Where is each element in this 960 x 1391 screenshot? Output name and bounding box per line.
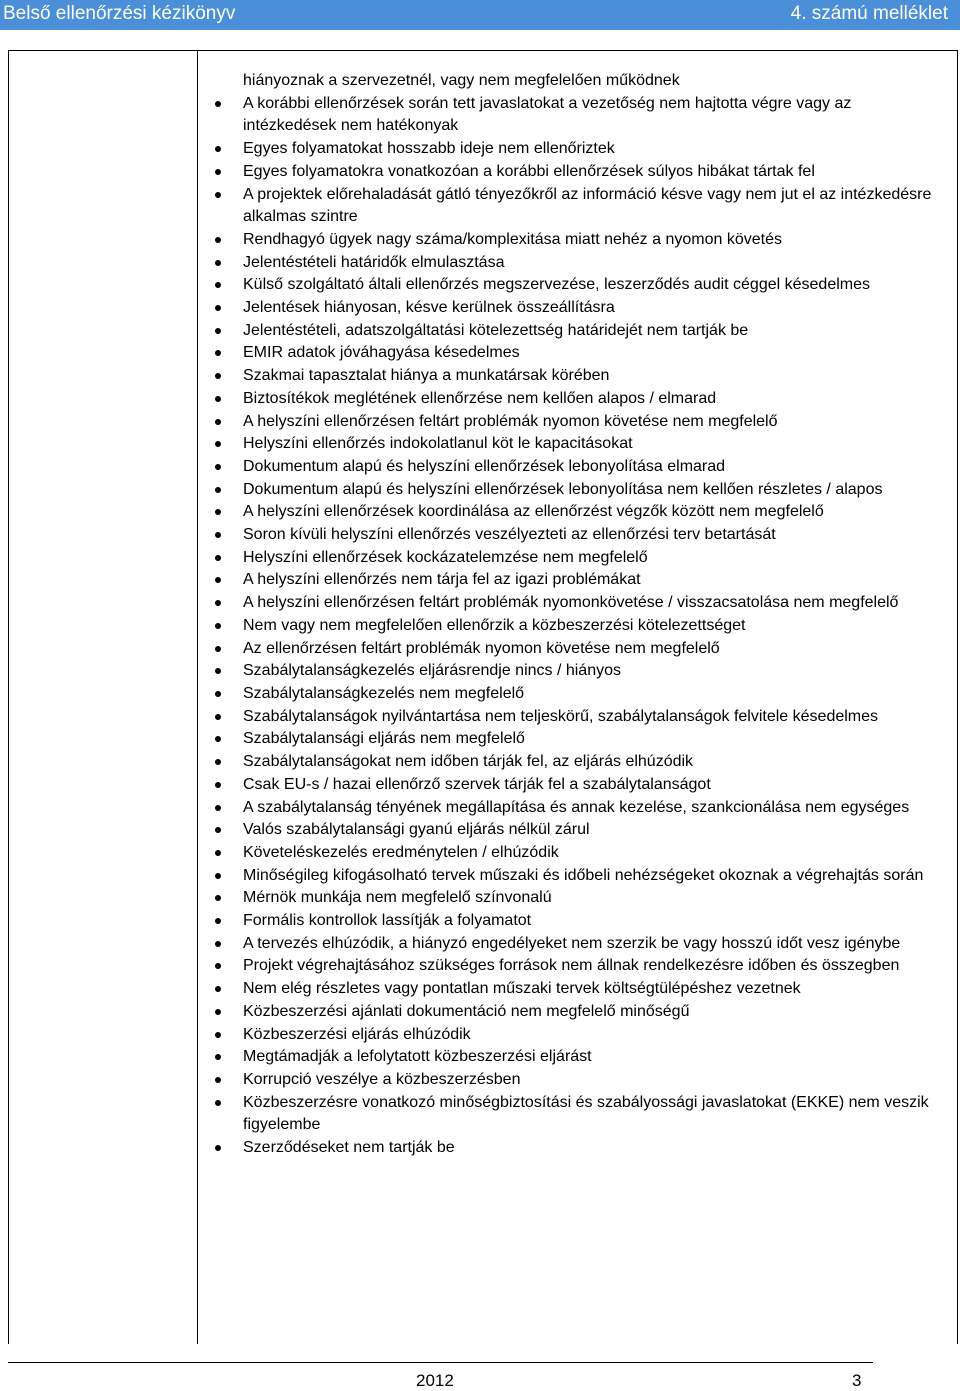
list-item-text: Nem elég részletes vagy pontatlan műszaki tervek költségtülépéshez vezetnek bbox=[243, 980, 801, 998]
list-item-text: Mérnök munkája nem megfelelő színvonalú bbox=[243, 889, 552, 907]
list-item bbox=[243, 615, 950, 638]
list-item bbox=[243, 161, 950, 184]
page-number: 3 bbox=[852, 1371, 862, 1390]
list-item bbox=[243, 411, 950, 434]
risk-list bbox=[243, 93, 950, 1160]
list-item-text: Szabálytalanságokat nem időben tárják fel, az eljárás elhúzódik bbox=[243, 753, 694, 771]
list-item-text: A helyszíni ellenőrzésen feltárt problémák nyomonkövetése / visszacsatolása nem megfelelő bbox=[243, 594, 899, 612]
list-item-text: A helyszíni ellenőrzések koordinálása az ellenőrzést végzők között nem megfelelő bbox=[243, 503, 824, 521]
list-item-text: Egyes folyamatokat hosszabb ideje nem ellenőriztek bbox=[243, 140, 615, 158]
bullet-icon bbox=[215, 1032, 221, 1038]
list-item bbox=[243, 138, 950, 161]
list-item-text: Az ellenőrzésen feltárt problémák nyomon követése nem megfelelő bbox=[243, 639, 720, 657]
list-item-text: Szabálytalanságkezelés eljárásrendje nincs / hiányos bbox=[243, 662, 621, 680]
list-item bbox=[243, 638, 950, 661]
list-item bbox=[243, 297, 950, 320]
list-item bbox=[243, 819, 950, 842]
list-item-text: Valós szabálytalansági gyanú eljárás nélkül zárul bbox=[243, 821, 590, 839]
list-item bbox=[243, 456, 950, 479]
list-item bbox=[243, 660, 950, 683]
list-item-text: Dokumentum alapú és helyszíni ellenőrzések lebonyolítása elmarad bbox=[243, 457, 726, 475]
list-item bbox=[243, 910, 950, 933]
list-item-text: Szakmai tapasztalat hiánya a munkatársak körében bbox=[243, 367, 610, 385]
list-item bbox=[243, 479, 950, 502]
list-item bbox=[243, 592, 950, 615]
list-item bbox=[243, 388, 950, 411]
list-item bbox=[243, 524, 950, 547]
footer-rule bbox=[8, 1362, 873, 1363]
list-item-text: Formális kontrollok lassítják a folyamatot bbox=[243, 912, 532, 930]
list-item bbox=[243, 955, 950, 978]
list-item bbox=[243, 751, 950, 774]
bullet-icon bbox=[215, 1009, 221, 1015]
list-item bbox=[243, 1137, 950, 1160]
list-item-text: Követeléskezelés eredménytelen / elhúzódik bbox=[243, 843, 559, 861]
list-item bbox=[243, 433, 950, 456]
list-item-text: Helyszíni ellenőrzések kockázatelemzése nem megfelelő bbox=[243, 548, 648, 566]
bullet-icon bbox=[215, 918, 221, 924]
continued-text: hiányoznak a szervezetnél, vagy nem megfelelően működnek bbox=[243, 72, 680, 89]
document-title: Belső ellenőrzési kézikönyv bbox=[3, 3, 236, 24]
bullet-icon bbox=[215, 260, 221, 266]
list-item bbox=[243, 887, 950, 910]
bullet-icon bbox=[215, 305, 221, 311]
bullet-icon bbox=[215, 1100, 221, 1106]
bullet-icon bbox=[215, 419, 221, 425]
bullet-icon bbox=[215, 714, 221, 720]
list-item bbox=[243, 1024, 950, 1047]
list-item bbox=[243, 320, 950, 343]
bullet-icon bbox=[215, 487, 221, 493]
list-item bbox=[243, 683, 950, 706]
list-item-text: Megtámadják a lefolytatott közbeszerzési eljárást bbox=[243, 1048, 592, 1066]
footer-year: 2012 bbox=[416, 1371, 454, 1390]
list-item-text: Egyes folyamatokra vonatkozóan a korábbi ellenőrzések súlyos hibákat tártak fel bbox=[243, 162, 815, 180]
list-item bbox=[243, 547, 950, 570]
list-item-text: Külső szolgáltató általi ellenőrzés megszervezése, leszerződés audit céggel késedelmes bbox=[243, 276, 870, 294]
bullet-icon bbox=[215, 782, 221, 788]
list-item bbox=[243, 501, 950, 524]
bullet-icon bbox=[215, 1145, 221, 1151]
list-item-text: Csak EU-s / hazai ellenőrző szervek tárják fel a szabálytalanságot bbox=[243, 775, 711, 793]
list-item-text: Nem vagy nem megfelelően ellenőrzik a közbeszerzési kötelezettséget bbox=[243, 616, 746, 634]
bullet-icon bbox=[215, 805, 221, 811]
list-item-text: Rendhagyó ügyek nagy száma/komplexitása miatt nehéz a nyomon követés bbox=[243, 230, 782, 248]
list-item bbox=[243, 252, 950, 275]
bullet-icon bbox=[215, 464, 221, 470]
list-item bbox=[243, 933, 950, 956]
list-item-text: Szerződéseket nem tartják be bbox=[243, 1139, 455, 1157]
list-item-text: A szabálytalanság tényének megállapítása és annak kezelése, szankcionálása nem egységes bbox=[243, 798, 910, 816]
list-item bbox=[243, 365, 950, 388]
list-item-text: A helyszíni ellenőrzés nem tárja fel az igazi problémákat bbox=[243, 571, 641, 589]
list-item bbox=[243, 1069, 950, 1092]
list-item-text: Helyszíni ellenőrzés indokolatlanul köt le kapacitásokat bbox=[243, 435, 633, 453]
list-item bbox=[243, 229, 950, 252]
list-item bbox=[243, 797, 950, 820]
bullet-icon bbox=[215, 169, 221, 175]
list-item-text: A tervezés elhúzódik, a hiányzó engedélyeket nem szerzik be vagy hosszú időt vesz igénybe bbox=[243, 934, 901, 952]
list-item-text: Közbeszerzési eljárás elhúzódik bbox=[243, 1025, 471, 1043]
list-item-text: Dokumentum alapú és helyszíni ellenőrzések lebonyolítása nem kellően részletes / alapos bbox=[243, 480, 883, 498]
list-item bbox=[243, 978, 950, 1001]
list-item-text: Szabálytalanságok nyilvántartása nem teljeskörű, szabálytalanságok felvitele késedelmes bbox=[243, 707, 879, 725]
list-item-text: Jelentéstételi határidők elmulasztása bbox=[243, 253, 505, 271]
list-item bbox=[243, 1092, 950, 1137]
list-item bbox=[243, 342, 950, 365]
bullet-icon bbox=[215, 873, 221, 879]
risk-list-cell bbox=[243, 70, 950, 1160]
list-item bbox=[243, 728, 950, 751]
list-item-text: Közbeszerzési ajánlati dokumentáció nem megfelelő minőségű bbox=[243, 1002, 690, 1020]
list-item-text: Soron kívüli helyszíni ellenőrzés veszélyezteti az ellenőrzési terv betartását bbox=[243, 526, 776, 544]
list-item-text: EMIR adatok jóváhagyása késedelmes bbox=[243, 344, 520, 362]
bullet-icon bbox=[215, 691, 221, 697]
list-item bbox=[243, 842, 950, 865]
annex-label: 4. számú melléklet bbox=[790, 3, 948, 24]
list-item-text: A helyszíni ellenőrzésen feltárt problémák nyomon követése nem megfelelő bbox=[243, 412, 778, 430]
bullet-icon bbox=[215, 555, 221, 561]
bullet-icon bbox=[215, 646, 221, 652]
bullet-icon bbox=[215, 396, 221, 402]
list-item-text: Korrupció veszélye a közbeszerzésben bbox=[243, 1070, 521, 1088]
bullet-icon bbox=[215, 623, 221, 629]
list-item bbox=[243, 184, 950, 229]
bullet-icon bbox=[215, 237, 221, 243]
list-item bbox=[243, 1001, 950, 1024]
page-header bbox=[0, 0, 960, 30]
list-item-text: A projektek előrehaladását gátló tényezőkről az információ késve vagy nem jut el az intézkedésre alkalmas szintre bbox=[243, 185, 932, 226]
list-item-text: Jelentések hiányosan, késve kerülnek összeállításra bbox=[243, 299, 615, 317]
column-divider bbox=[197, 51, 198, 1344]
list-item-text: Szabálytalansági eljárás nem megfelelő bbox=[243, 730, 525, 748]
list-item bbox=[243, 1046, 950, 1069]
bullet-icon bbox=[215, 101, 221, 107]
list-item-text: Jelentéstételi, adatszolgáltatási kötelezettség határidejét nem tartják be bbox=[243, 321, 749, 339]
list-item bbox=[243, 569, 950, 592]
list-item-text: Szabálytalanságkezelés nem megfelelő bbox=[243, 684, 525, 702]
list-item-text: Projekt végrehajtásához szükséges források nem állnak rendelkezésre időben és összegben bbox=[243, 957, 900, 975]
list-item-text: Biztosítékok meglétének ellenőrzése nem kellően alapos / elmarad bbox=[243, 389, 717, 407]
list-item bbox=[243, 774, 950, 797]
list-item-text: Minőségileg kifogásolható tervek műszaki és időbeli nehézségeket okoznak a végrehajtás során bbox=[243, 866, 924, 884]
bullet-icon bbox=[215, 328, 221, 334]
list-item bbox=[243, 865, 950, 888]
list-item bbox=[243, 274, 950, 297]
list-item bbox=[243, 93, 950, 138]
list-item-text: A korábbi ellenőrzések során tett javaslatokat a vezetőség nem hajtotta végre vagy az intézkedések nem hatékonyak bbox=[243, 94, 852, 135]
bullet-icon bbox=[215, 850, 221, 856]
bullet-icon bbox=[215, 192, 221, 198]
list-item-text: Közbeszerzésre vonatkozó minőségbiztosítási és szabályossági javaslatokat (EKKE) nem veszik figyelembe bbox=[243, 1093, 929, 1134]
bullet-icon bbox=[215, 941, 221, 947]
bullet-icon bbox=[215, 1077, 221, 1083]
list-item bbox=[243, 706, 950, 729]
